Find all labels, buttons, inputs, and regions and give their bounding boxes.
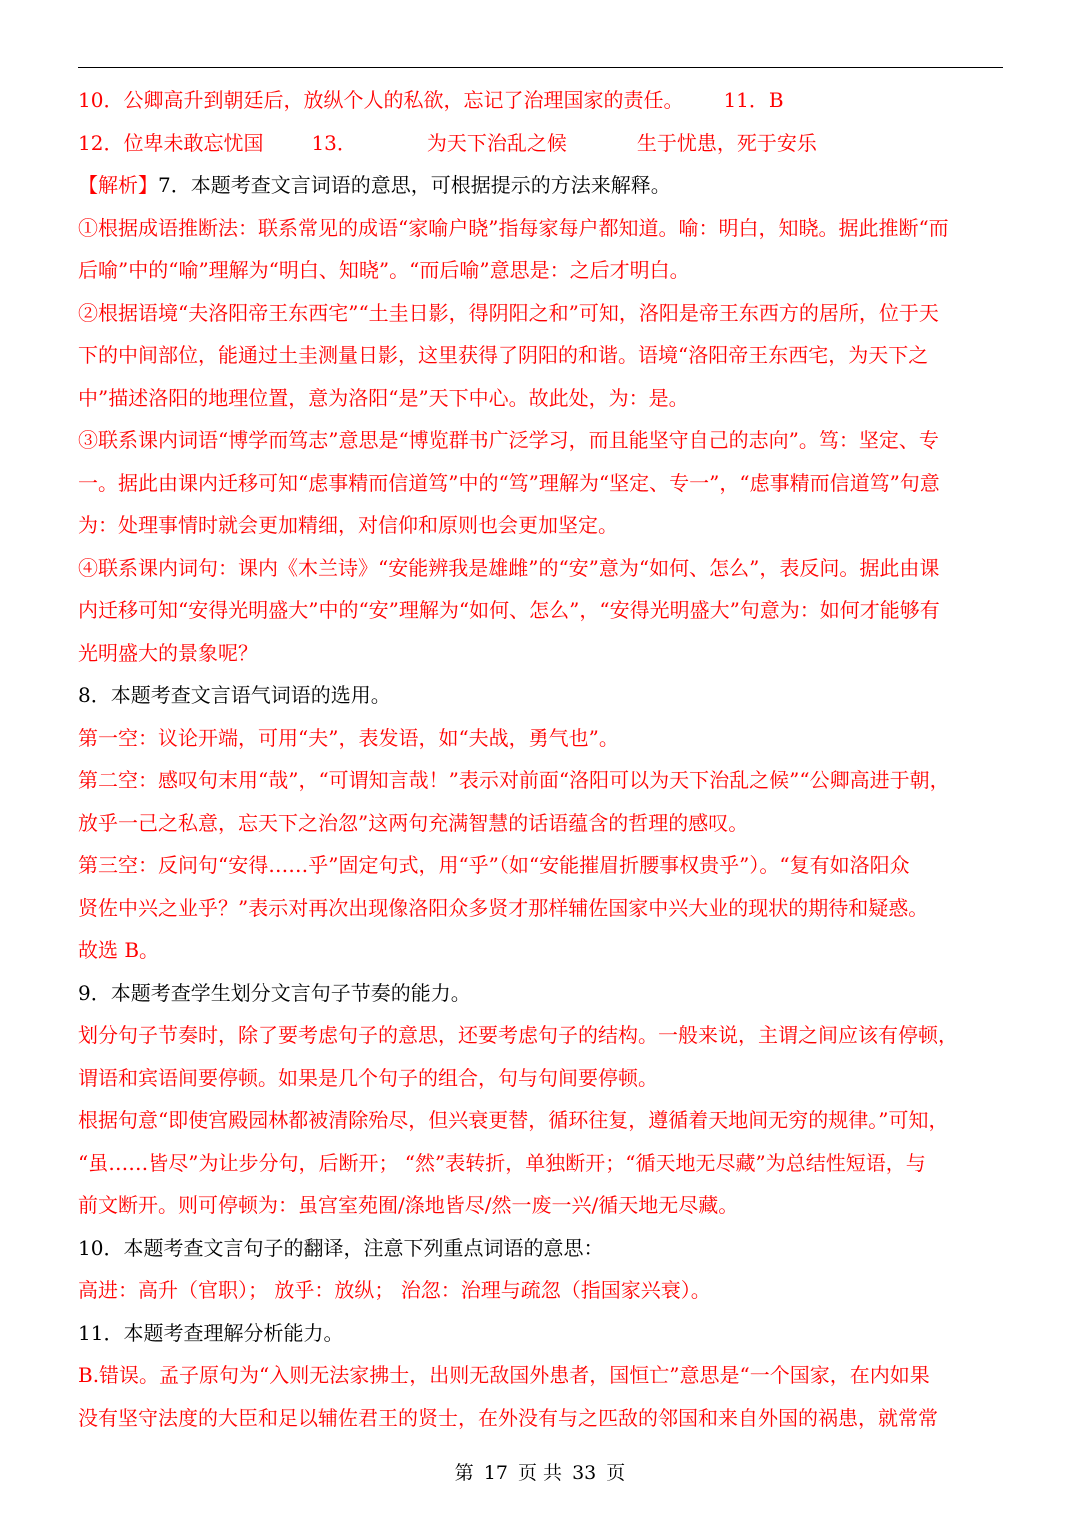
q9-title: 9．本题考查学生划分文言句子节奏的能力。: [78, 980, 471, 1005]
answer-10: 10．公卿高升到朝廷后，放纵个人的私欲，忘记了治理国家的责任。: [78, 88, 684, 112]
answer-13-part1: 为天下治乱之候: [426, 130, 567, 155]
q9-line: 谓语和宾语间要停顿。如果是几个句子的组合，句与句间要停顿。: [78, 1065, 658, 1090]
analysis-q7-title: 7．本题考查文言词语的意思，可根据提示的方法来解释。: [158, 173, 671, 197]
analysis-p2-line: 下的中间部位，能通过土圭测量日影，这里获得了阴阳的和谐。语境“洛阳帝王东西宅，为天下之: [78, 343, 929, 367]
answer-11: 11．B: [723, 88, 784, 112]
analysis-bracket-label: 【解析】: [78, 173, 158, 197]
answer-line-12-13: [78, 122, 1003, 165]
q10-title: 10．本题考查文言句子的翻译，注意下列重点词语的意思：: [78, 1235, 604, 1260]
q9-line: 划分句子节奏时，除了要考虑句子的意思，还要考虑句子的结构。一般来说，主谓之间应该有停顿，: [78, 1023, 958, 1047]
answer-13-num: 13．: [311, 130, 357, 155]
q8-line: 贤佐中兴之业乎？”表示对再次出现像洛阳众多贤才那样辅佐国家中兴大业的现状的期待和疑惑。: [78, 895, 929, 920]
footer-prefix: 第: [454, 1462, 474, 1484]
q8-line: 第一空：议论开端，可用“夫”，表发语，如“夫战，勇气也”。: [78, 725, 619, 750]
analysis-p2-line: ②根据语境“夫洛阳帝王东西宅”“土圭日影，得阴阳之和”可知，洛阳是帝王东西方的居所，位于天: [78, 300, 939, 325]
analysis-p1-line: 后喻”中的“喻”理解为“明白、知晓”。“而后喻”意思是：之后才明白。: [78, 258, 690, 282]
q8-line: 故选 B。: [78, 938, 160, 962]
q9-line: “虽……皆尽”为让步分句，后断开； “然”表转折，单独断开；“循天地无尽藏”为总结性短语，与: [78, 1150, 926, 1175]
q9-line: 前文断开。则可停顿为：虽宫室苑囿/涤地皆尽/然一废一兴/循天地无尽藏。: [78, 1193, 739, 1217]
q11-line: 没有坚守法度的大臣和足以辅佐君王的贤士，在外没有与之匹敌的邻国和来自外国的祸患，就常常: [78, 1405, 938, 1430]
analysis-p3-line: ③联系课内词语“博学而笃志”意思是“博览群书广泛学习，而且能坚守自己的志向”。笃：坚定、专: [78, 428, 939, 452]
q8-line: 第二空：感叹句末用“哉”，“可谓知言哉！”表示对前面“洛阳可以为天下治乱之候”“公卿高进于朝，: [78, 768, 950, 792]
footer-page-number: 17: [483, 1462, 508, 1484]
footer-suffix: 页: [606, 1462, 626, 1484]
footer-total-pages: 33: [572, 1462, 597, 1484]
analysis-p4-line: 内迁移可知“安得光明盛大”中的“安”理解为“如何、怎么”，“安得光明盛大”句意为：如何才能够有: [78, 598, 940, 622]
analysis-p4-line: ④联系课内词句：课内《木兰诗》“安能辨我是雄雌”的“安”意为“如何、怎么”，表反问。据此由课: [78, 555, 940, 580]
q8-title: 8．本题考查文言语气词语的选用。: [78, 683, 391, 707]
analysis-p3-line: 为：处理事情时就会更加精细，对信仰和原则也会更加坚定。: [78, 513, 618, 537]
document-body: [78, 79, 1003, 1439]
q10-line: 高进：高升（官职）； 放乎：放纵； 治忽：治理与疏忽（指国家兴衰）。: [78, 1278, 711, 1302]
q8-line: 第三空：反问句“安得……乎”固定句式，用“乎”（如“安能摧眉折腰事权贵乎”）。“复有如洛阳众: [78, 853, 910, 877]
header-rule: [78, 67, 1003, 68]
answer-12: 12．位卑未敢忘忧国: [78, 130, 264, 155]
q8-line: 放乎一己之私意，忘天下之治忽”这两句充满智慧的话语蕴含的哲理的感叹。: [78, 810, 749, 835]
analysis-intro: [78, 164, 1003, 207]
answer-13-part2: 生于忧患，死于安乐: [636, 130, 817, 155]
q11-line: B.错误。孟子原句为“入则无法家拂士，出则无敌国外患者，国恒亡”意思是“一个国家，在内如果: [78, 1363, 930, 1387]
analysis-p3-line: 一。据此由课内迁移可知“虑事精而信道笃”中的“笃”理解为“坚定、专一”，“虑事精而信道笃”句意: [78, 470, 940, 495]
footer-mid: 页 共: [517, 1462, 563, 1484]
page-footer: [0, 1458, 1080, 1485]
analysis-p4-line: 光明盛大的景象呢？: [78, 640, 258, 665]
analysis-p2-line: 中”描述洛阳的地理位置，意为洛阳“是”天下中心。故此处，为：是。: [78, 385, 689, 410]
analysis-p1-line: ①根据成语推断法：联系常见的成语“家喻户晓”指每家每户都知道。喻：明白，知晓。据此推断“而: [78, 215, 949, 240]
q11-title: 11．本题考查理解分析能力。: [78, 1320, 344, 1345]
q9-line: 根据句意“即使宫殿园林都被清除殆尽，但兴衰更替，循环往复，遵循着天地间无穷的规律。”可知，: [78, 1108, 949, 1132]
answer-line-10-11: [78, 79, 1003, 122]
